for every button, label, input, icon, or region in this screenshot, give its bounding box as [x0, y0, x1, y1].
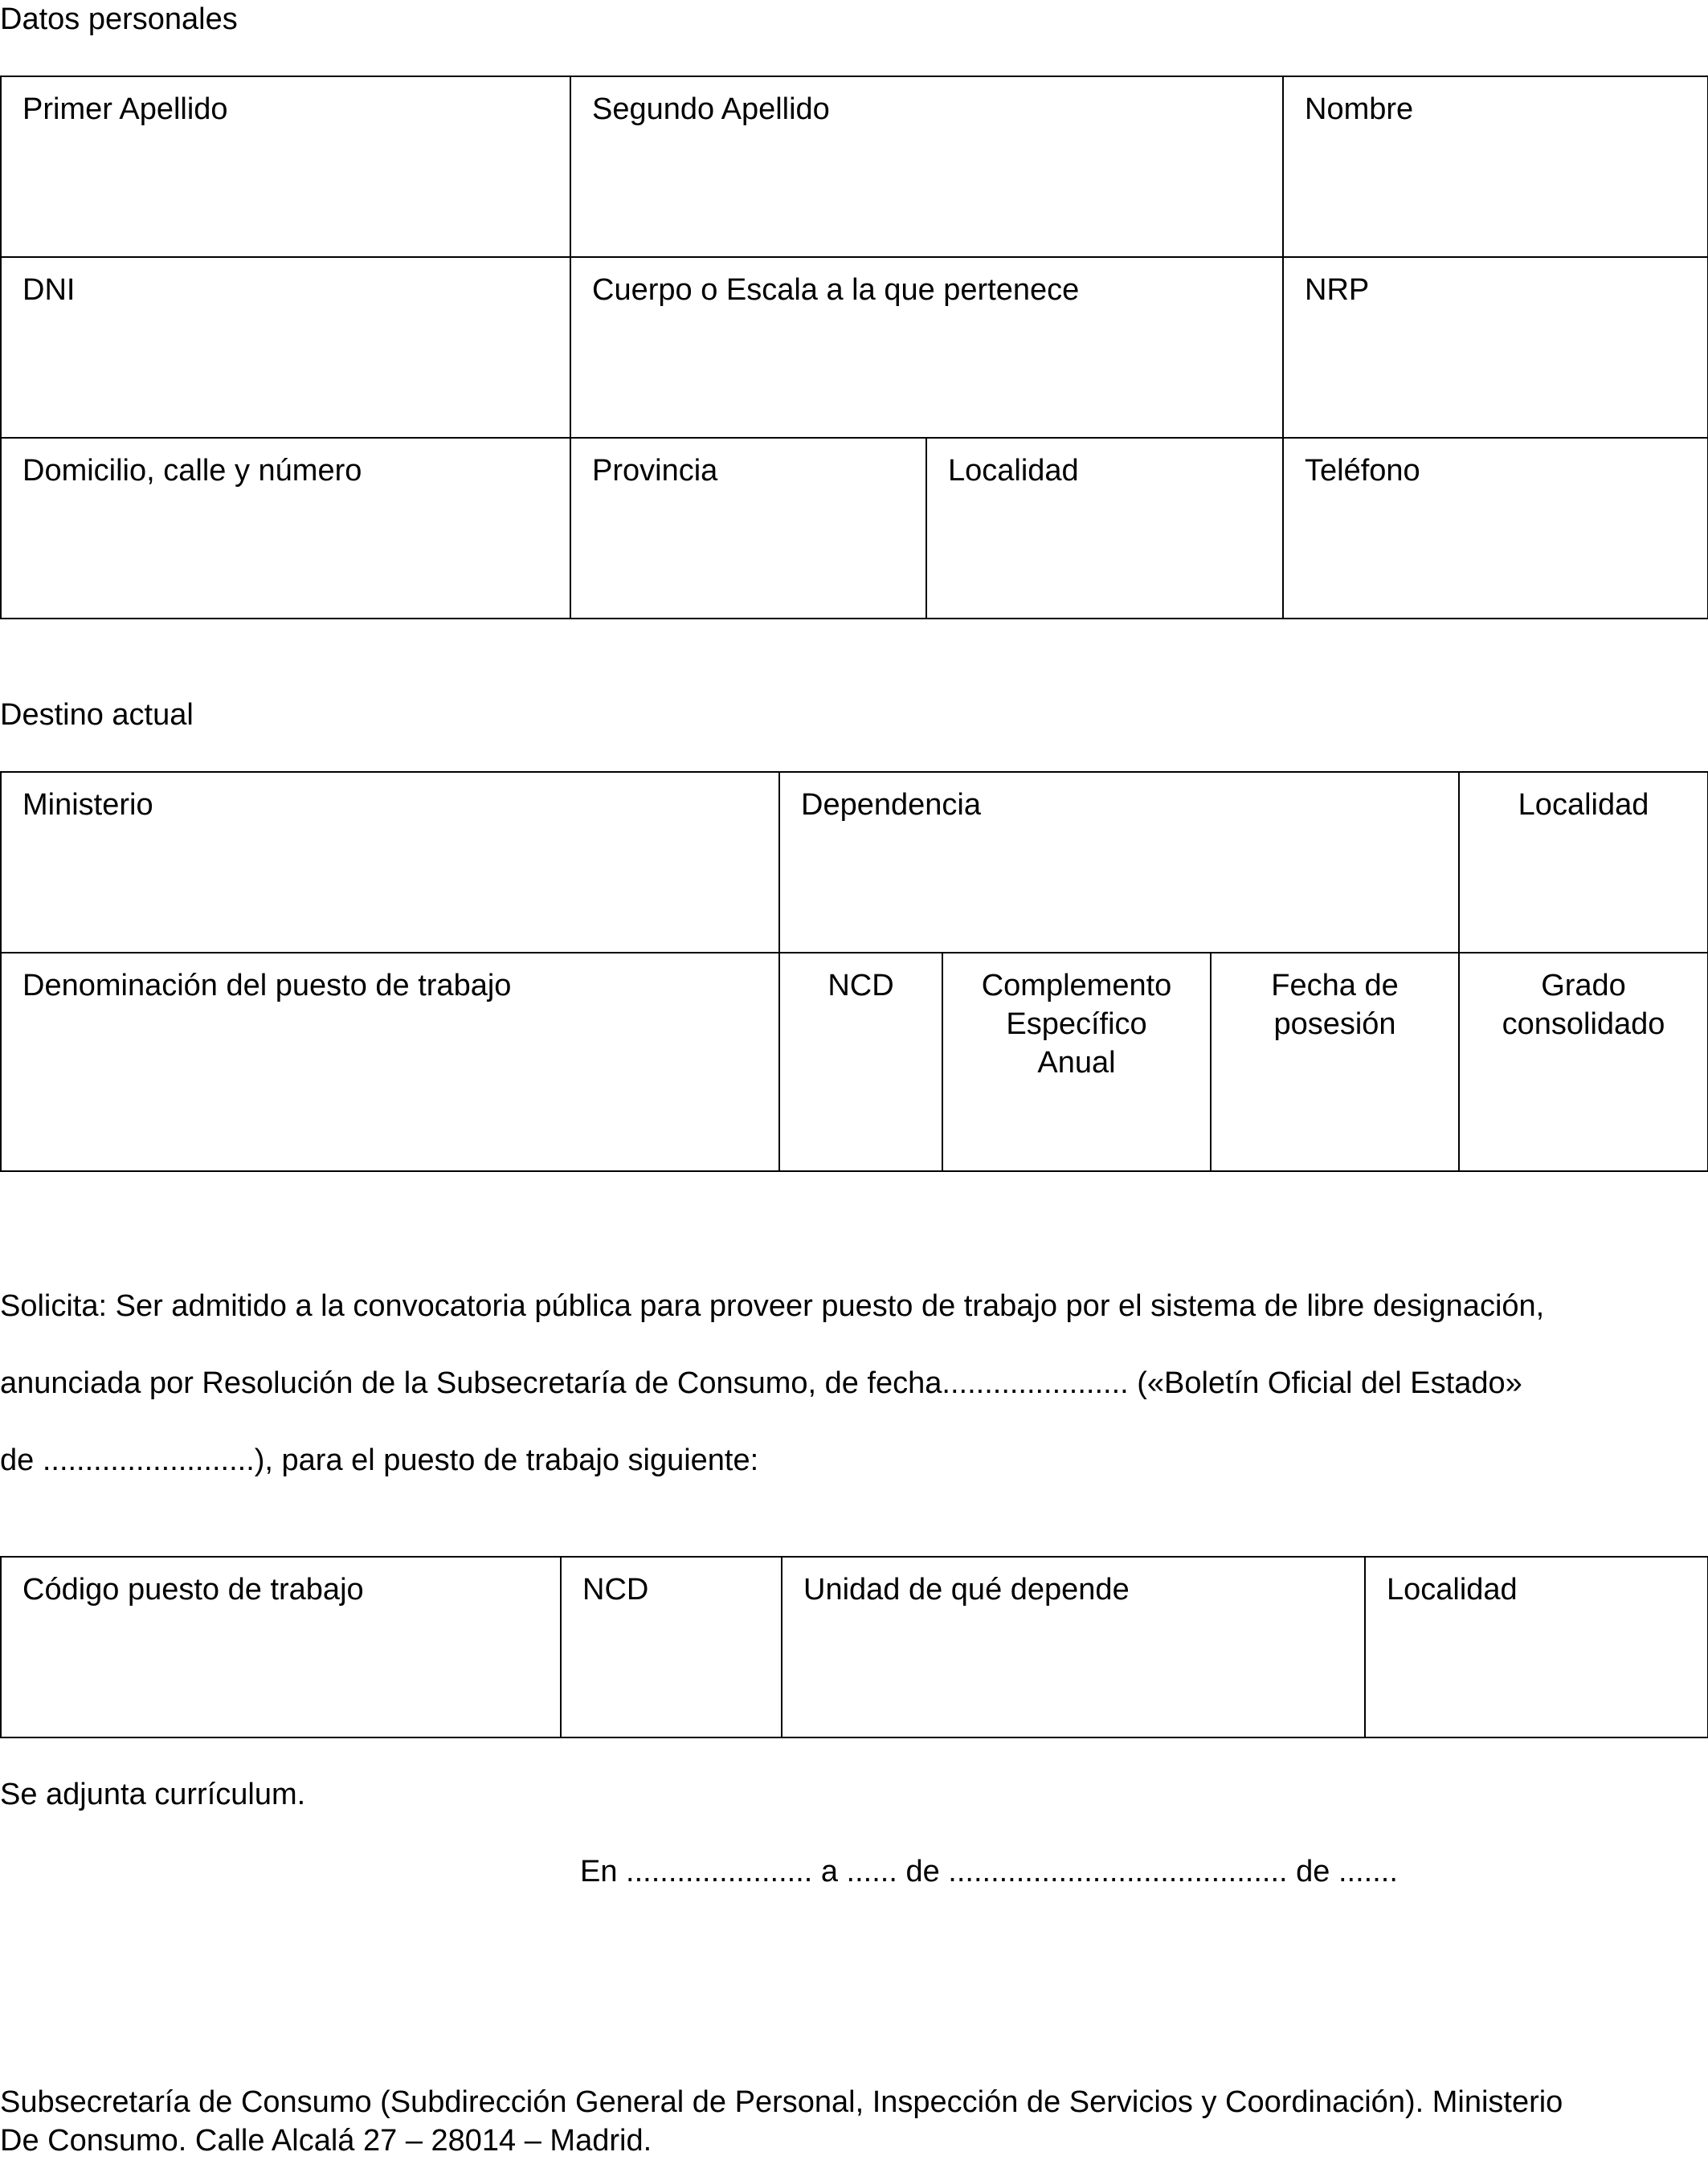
solicita-line-1: Solicita: Ser admitido a la convocatoria pública para proveer puesto de trabajo por el sistema de libre designación, [0, 1289, 1545, 1323]
domicilio-field[interactable] [1, 438, 570, 619]
ministerio-field[interactable] [1, 772, 779, 953]
unidad-label: Unidad de qué depende [803, 1573, 1130, 1607]
puesto-ncd-field[interactable] [561, 1557, 782, 1737]
provincia-label: Provincia [592, 454, 718, 488]
codigo-puesto-field[interactable] [1, 1557, 561, 1737]
destino-ncd-label: NCD [827, 969, 894, 1002]
curriculum-note: Se adjunta currículum. [0, 1778, 306, 1811]
denominacion-label: Denominación del puesto de trabajo [22, 969, 512, 1002]
solicita-line-3: de .........................), para el puesto de trabajo siguiente: [0, 1443, 759, 1477]
nombre-field[interactable] [1283, 76, 1708, 257]
telefono-label: Teléfono [1305, 454, 1420, 488]
cuerpo-label: Cuerpo o Escala a la que pertenece [592, 273, 1080, 307]
provincia-field[interactable] [570, 438, 926, 619]
segundo-apellido-field[interactable] [570, 76, 1283, 257]
fecha-posesion-label-line: Fecha de [1271, 969, 1399, 1002]
dependencia-label: Dependencia [801, 788, 981, 822]
localidad-field[interactable] [926, 438, 1283, 619]
primer-apellido-label: Primer Apellido [22, 92, 228, 126]
nrp-label: NRP [1305, 273, 1370, 307]
puesto-table [0, 1556, 1708, 1738]
puesto-localidad-field[interactable] [1365, 1557, 1708, 1737]
ministerio-label: Ministerio [22, 788, 153, 822]
complemento-label-line: Complemento [981, 969, 1172, 1002]
solicita-line-2: anunciada por Resolución de la Subsecretaría de Consumo, de fecha...................... («Boletín Oficial del Estado» [0, 1366, 1522, 1400]
nrp-field[interactable] [1283, 257, 1708, 438]
destino-ncd-field[interactable] [779, 953, 942, 1171]
destino-table [0, 771, 1708, 1172]
personal-data-table [0, 76, 1708, 619]
dni-label: DNI [22, 273, 76, 307]
puesto-localidad-label: Localidad [1387, 1573, 1518, 1607]
grado-label-line: Grado [1541, 969, 1626, 1002]
grado-field[interactable] [1459, 953, 1708, 1171]
destino-localidad-field[interactable] [1459, 772, 1708, 953]
dependencia-field[interactable] [779, 772, 1459, 953]
footer-line-1: Subsecretaría de Consumo (Subdirección General de Personal, Inspección de Servicios y Coordinación). Ministerio [0, 2085, 1563, 2119]
telefono-field[interactable] [1283, 438, 1708, 619]
fecha-posesion-field[interactable] [1211, 953, 1459, 1171]
primer-apellido-field[interactable] [1, 76, 570, 257]
personal-heading: Datos personales [0, 2, 238, 36]
localidad-label: Localidad [948, 454, 1079, 488]
destino-localidad-label: Localidad [1518, 788, 1649, 822]
complemento-label-line: Anual [1037, 1046, 1116, 1080]
destino-heading: Destino actual [0, 698, 194, 732]
denominacion-field[interactable] [1, 953, 779, 1171]
footer-line-2: De Consumo. Calle Alcalá 27 – 28014 – Madrid. [0, 2124, 652, 2158]
nombre-label: Nombre [1305, 92, 1414, 126]
grado-label-line: consolidado [1502, 1007, 1665, 1041]
puesto-ncd-label: NCD [582, 1573, 649, 1607]
lugar-fecha-line: En ...................... a ...... de ........................................ de ....... [580, 1855, 1398, 1888]
cuerpo-field[interactable] [570, 257, 1283, 438]
unidad-field[interactable] [782, 1557, 1365, 1737]
complemento-field[interactable] [942, 953, 1211, 1171]
complemento-label-line: Específico [1006, 1007, 1147, 1041]
segundo-apellido-label: Segundo Apellido [592, 92, 830, 126]
codigo-puesto-label: Código puesto de trabajo [22, 1573, 364, 1607]
domicilio-label: Domicilio, calle y número [22, 454, 362, 488]
fecha-posesion-label-line: posesión [1273, 1007, 1396, 1041]
dni-field[interactable] [1, 257, 570, 438]
